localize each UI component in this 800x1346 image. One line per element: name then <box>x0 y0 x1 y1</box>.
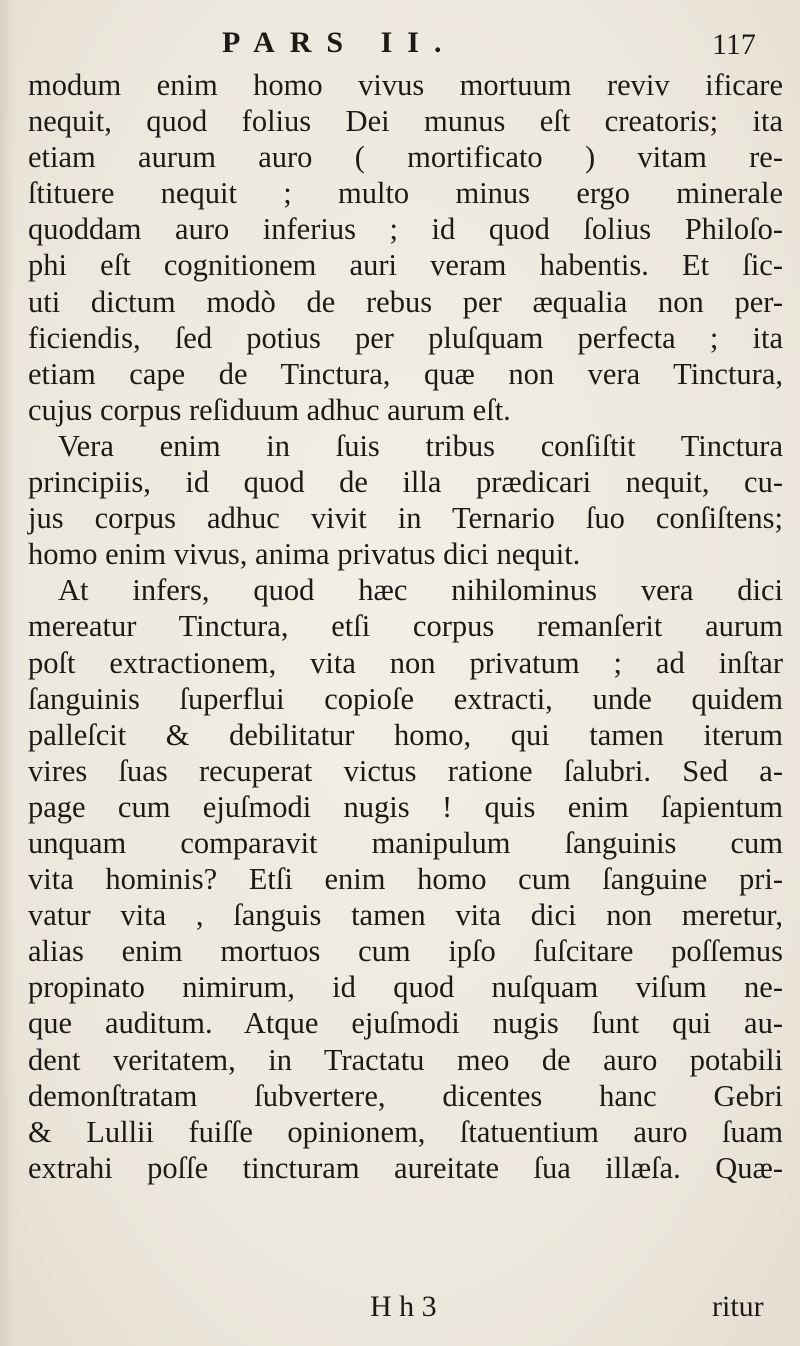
text-line: quoddam auro inferius ; id quod ſolius Philoſo- <box>28 212 783 247</box>
text-line: etiam aurum auro ( mortificato ) vitam re- <box>28 140 783 175</box>
signature-mark: H h 3 <box>370 1290 437 1323</box>
text-line: que auditum. Atque ejuſmodi nugis ſunt qui au- <box>28 1006 783 1041</box>
text-line: ſtituere nequit ; multo minus ergo minerale <box>28 176 783 211</box>
body-text <box>28 67 783 1186</box>
text-line: & Lullii fuiſſe opinionem, ſtatuentium auro ſuam <box>28 1114 783 1149</box>
text-line: propinato nimirum, id quod nuſquam viſum ne- <box>28 970 783 1005</box>
text-line: vatur vita , ſanguis tamen vita dici non meretur, <box>28 898 783 933</box>
text-line: page cum ejuſmodi nugis ! quis enim ſapientum <box>28 789 783 824</box>
page-header <box>0 26 800 66</box>
text-line: ſanguinis ſuperflui copioſe extracti, unde quidem <box>28 681 783 716</box>
text-line: modum enim homo vivus mortuum reviv ificare <box>28 68 783 102</box>
text-line: ficiendis, ſed potius per pluſquam perfecta ; ita <box>28 320 783 355</box>
text-line: phi eſt cognitionem auri veram habentis. Et ſic- <box>28 248 783 283</box>
text-line: principiis, id quod de illa prædicari nequit, cu- <box>28 465 783 500</box>
text-line: palleſcit & debilitatur homo, qui tamen iterum <box>28 717 783 752</box>
text-line: jus corpus adhuc vivit in Ternario ſuo conſiſtens; <box>28 501 783 536</box>
page-edge-shadow <box>0 0 14 1346</box>
text-line: nequit, quod folius Dei munus eſt creatoris; ita <box>28 104 783 139</box>
text-line: vita hominis? Etſi enim homo cum ſanguine pri- <box>28 862 783 897</box>
running-head: PARS II. <box>222 26 457 59</box>
text-line: uti dictum modò de rebus per æqualia non per- <box>28 284 783 319</box>
text-line: dent veritatem, in Tractatu meo de auro potabili <box>28 1042 783 1077</box>
paragraph-start-line: At infers, quod hæc nihilominus vera dici <box>58 573 783 608</box>
text-line: poſt extractionem, vita non privatum ; ad inſtar <box>28 645 783 680</box>
page-footer <box>0 1290 800 1330</box>
text-line-short: cujus corpus reſiduum adhuc aurum eſt. <box>28 392 511 427</box>
page-number: 117 <box>712 28 756 61</box>
text-line: etiam cape de Tinctura, quæ non vera Tinctura, <box>28 356 783 391</box>
text-line: unquam comparavit manipulum ſanguinis cum <box>28 825 783 860</box>
text-line: vires ſuas recuperat victus ratione ſalubri. Sed a- <box>28 753 783 788</box>
paragraph-start-line: Vera enim in ſuis tribus conſiſtit Tinctura <box>58 428 783 463</box>
text-line-short: homo enim vivus, anima privatus dici nequit. <box>28 537 581 572</box>
text-line: mereatur Tinctura, etſi corpus remanſerit aurum <box>28 609 783 644</box>
text-line: extrahi poſſe tincturam aureitate ſua illæſa. Quæ- <box>28 1150 783 1185</box>
text-line: alias enim mortuos cum ipſo ſuſcitare poſſemus <box>28 934 783 969</box>
catchword: ritur <box>712 1290 764 1323</box>
text-line: demonſtratam ſubvertere, dicentes hanc Gebri <box>28 1078 783 1113</box>
